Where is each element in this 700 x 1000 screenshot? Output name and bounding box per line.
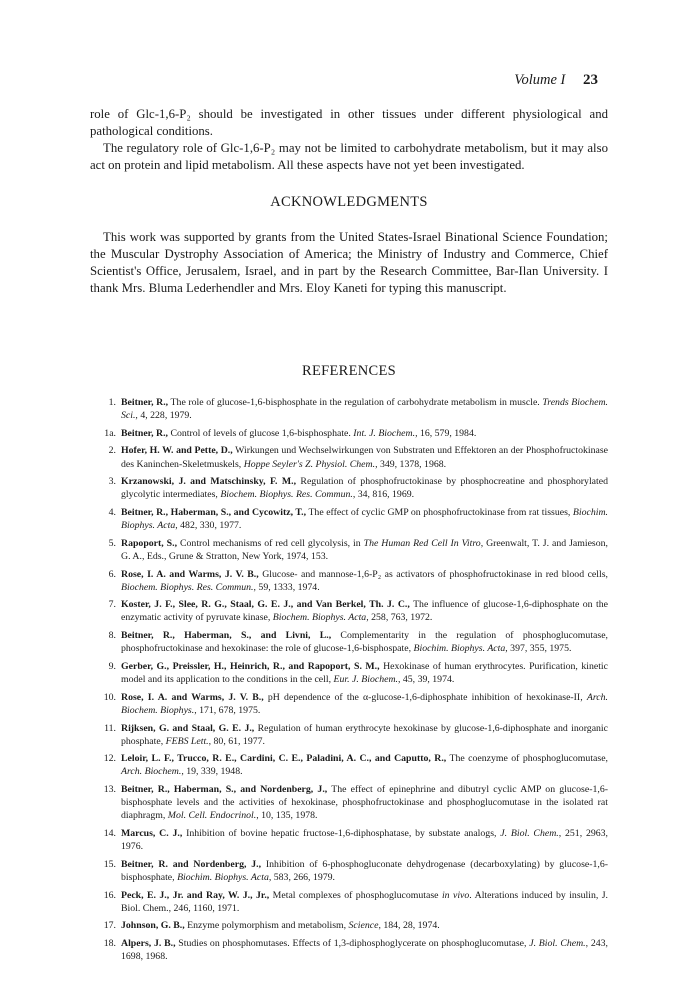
reference-journal: Mol. Cell. Endocrinol.	[167, 810, 257, 822]
references-heading: REFERENCES	[301, 363, 397, 379]
reference-citation: , 583, 266, 1979.	[268, 871, 335, 883]
page-number: 23	[583, 72, 598, 88]
reference-item	[100, 396, 608, 422]
reference-authors: Koster, J. F., Slee, R. G., Staal, G. E. J., and Van Berkel, Th. J. C.,	[121, 599, 410, 611]
acknowledgments-heading: ACKNOWLEDGMENTS	[270, 194, 428, 210]
reference-authors: Beitner, R., Haberman, S., and Cycowitz, T.,	[121, 507, 307, 519]
reference-item	[100, 752, 608, 778]
acknowledgments-text: This work was supported by grants from the United States-Israel Binational Science Foundation; the Muscular Dystrophy Association of America; the Ministry of Industry and Commerce, Chief Scientist's Office, Jerusalem, Israel, and in part by the Research Committee, Bar-Ilan University. I thank Mrs. Bluma Lederhendler and Mrs. Eloy Kaneti for typing this manuscript.	[90, 230, 608, 295]
reference-item	[100, 427, 608, 440]
reference-citation: , 45, 39, 1974.	[397, 674, 455, 686]
reference-number: 2.	[108, 445, 116, 457]
reference-citation: , 10, 135, 1978.	[256, 810, 318, 822]
reference-journal: FEBS Lett.	[165, 735, 209, 747]
reference-item	[100, 598, 608, 624]
reference-item	[100, 827, 608, 853]
reference-number: 10.	[103, 691, 116, 703]
reference-authors: Gerber, G., Preissler, H., Heinrich, R., and Rapoport, S. M.,	[121, 660, 380, 672]
reference-citation: , 251, 2963, 1976.	[121, 827, 608, 853]
reference-title: Studies on phosphomutases. Effects of 1,3-diphosphoglycerate on phosphoglucomutase,	[175, 937, 530, 949]
reference-authors: Leloir, L. F., Trucco, R. E., Cardini, C. E., Paladini, A. C., and Caputto, R.,	[121, 753, 447, 765]
reference-title: The influence of glucose-1,6-diphosphate on the enzymatic activity of pyruvate kinase,	[121, 599, 608, 624]
reference-authors: Rose, I. A. and Warms, J. V. B.,	[121, 691, 264, 703]
reference-title: Glucose- and mannose-1,6-P₂ as activators of phosphofructokinase in red blood cells,	[258, 568, 608, 580]
reference-number: 1a.	[104, 427, 116, 439]
reference-number: 1.	[108, 397, 116, 408]
reference-item	[100, 722, 608, 748]
reference-citation: , 80, 61, 1977.	[208, 735, 265, 747]
reference-journal: Int. J. Biochem.	[353, 427, 416, 439]
reference-authors: Marcus, C. J.,	[121, 827, 183, 839]
reference-journal: Trends Biochem. Sci.	[121, 397, 608, 422]
reference-authors: Beitner, R., Haberman, S., and Nordenberg, J.,	[121, 784, 328, 796]
reference-item	[100, 537, 608, 563]
reference-journal: Arch. Biochem.	[121, 766, 182, 778]
reference-authors: Rapoport, S.,	[121, 537, 178, 549]
reference-number: 16.	[103, 889, 116, 901]
reference-journal: J. Biol. Chem.	[500, 827, 559, 839]
reference-authors: Johnson, G. B.,	[121, 920, 185, 932]
body-paragraph-2: The regulatory role of Glc-1,6-P₂ may not be limited to carbohydrate metabolism, but it may also act on protein and lipid metabolism. All these aspects have not yet been investigated.	[90, 141, 608, 172]
reference-authors: Beitner, R. and Nordenberg, J.,	[121, 858, 262, 870]
reference-item	[100, 858, 608, 884]
reference-authors: Beitner, R.,	[121, 427, 168, 439]
reference-journal: Arch. Biochem. Biophys.	[121, 691, 608, 716]
reference-journal: Science	[348, 920, 379, 932]
reference-title: Complementarity in the regulation of phosphoglucomutase, phosphofructokinase and hexokinase: the role of glucose-1,6-bisphospate,	[121, 630, 608, 655]
running-header	[90, 72, 598, 89]
reference-number: 18.	[103, 937, 116, 949]
reference-number: 7.	[108, 599, 116, 611]
reference-number: 15.	[103, 858, 116, 870]
reference-item	[100, 568, 608, 594]
reference-authors: Rijksen, G. and Staal, G. E. J.,	[121, 722, 255, 734]
body-paragraph-1: role of Glc-1,6-P₂ should be investigated in other tissues under different physiological and pathological conditions.	[90, 107, 608, 138]
reference-number: 5.	[108, 537, 116, 549]
reference-authors: Hofer, H. W. and Pette, D.,	[121, 445, 233, 457]
volume-label: Volume I	[514, 72, 566, 88]
reference-title: pH dependence of the α-glucose-1,6-diphosphate inhibition of hexokinase-II,	[263, 691, 587, 703]
reference-item	[100, 691, 608, 717]
reference-item	[100, 475, 608, 501]
reference-item	[100, 937, 608, 963]
reference-journal: Biochem. Biophys. Res. Commun.	[121, 581, 254, 593]
reference-title: The effect of cyclic GMP on phosphofructokinase from rat tissues,	[306, 507, 573, 519]
reference-title: Inhibition of 6-phosphogluconate dehydrogenase (decarboxylating) by glucose-1,6-bisphosphate,	[121, 858, 608, 883]
reference-citation: , 243, 1698, 1968.	[121, 937, 609, 963]
reference-journal: Biochim. Biophys. Acta	[121, 507, 608, 532]
reference-citation: , 16, 579, 1984.	[415, 427, 477, 439]
reference-number: 12.	[103, 753, 116, 765]
reference-item	[100, 444, 608, 470]
reference-journal: J. Biol. Chem.	[529, 937, 586, 949]
reference-number: 4.	[108, 507, 116, 519]
reference-journal: Biochim. Biophys. Acta	[413, 643, 506, 655]
reference-title: Control mechanisms of red cell glycolysis, in	[177, 537, 364, 549]
reference-title: The role of glucose-1,6-bisphosphate in the regulation of carbohydrate metabolism in muscle.	[168, 397, 543, 408]
reference-number: 11.	[104, 722, 116, 734]
reference-citation: , 34, 816, 1969.	[352, 489, 415, 501]
reference-authors: Alpers, J. B.,	[121, 937, 176, 949]
reference-citation: , 59, 1333, 1974.	[253, 581, 320, 593]
reference-authors: Krzanowski, J. and Matschinsky, F. M.,	[121, 476, 297, 488]
reference-item	[100, 660, 608, 686]
reference-title: Inhibition of bovine hepatic fructose-1,6-diphosphatase, by substate analogs,	[182, 827, 501, 839]
reference-journal: Eur. J. Biochem.	[333, 674, 398, 686]
reference-number: 6.	[108, 568, 116, 580]
reference-title: Regulation of human erythrocyte hexokinase by glucose-1,6-diphosphate and inorganic phosphate,	[121, 722, 609, 747]
reference-number: 13.	[103, 784, 116, 796]
reference-title: Hexokinase of human erythrocytes. Purification, kinetic model and its application to the conditions in the cell,	[121, 660, 608, 686]
reference-authors: Rose, I. A. and Warms, J. V. B.,	[121, 568, 259, 580]
reference-citation: . Alterations induced by insulin, J. Biol. Chem., 246, 1160, 1971.	[121, 889, 608, 914]
reference-citation: , Greenwalt, T. J. and Jamieson, G. A., Eds., Grune & Stratton, New York, 1974, 153.	[121, 537, 608, 562]
reference-journal: Biochim. Biophys. Acta	[177, 871, 269, 883]
reference-title: The coenzyme of phosphoglucomutase,	[446, 753, 609, 765]
reference-title: The effect of epinephrine and dibutryl cyclic AMP on glucose-1,6-bisphosphate levels and the activities of hexokinase, phosphofructokinase and phosphoglucomutase in the isolated rat diaphragm,	[121, 784, 608, 822]
reference-item	[100, 629, 608, 655]
reference-authors: Beitner, R., Haberman, S., and Livni, L.,	[121, 630, 332, 642]
references-list	[90, 396, 608, 963]
reference-item	[100, 506, 608, 532]
reference-authors: Beitner, R.,	[121, 397, 169, 408]
reference-title: Wirkungen und Wechselwirkungen von Substraten und Effektoren an der Phosphofructokinase des Kaninchen-Skeletmuskels,	[121, 445, 609, 470]
reference-number: 17.	[103, 920, 116, 932]
reference-authors: Peck, E. J., Jr. and Ray, W. J., Jr.,	[121, 889, 270, 901]
reference-number: 8.	[108, 630, 116, 642]
reference-title: Metal complexes of phosphoglucomutase	[269, 889, 442, 901]
reference-citation: , 482, 330, 1977.	[175, 520, 242, 532]
reference-journal: in vivo	[441, 889, 470, 901]
reference-item	[100, 889, 608, 915]
reference-number: 14.	[103, 827, 116, 839]
reference-journal: Hoppe Seyler's Z. Physiol. Chem.	[243, 458, 376, 470]
reference-title: Enzyme polymorphism and metabolism,	[184, 920, 349, 932]
reference-citation: , 397, 355, 1975.	[505, 643, 572, 655]
reference-journal: Biochem. Biophys. Acta	[272, 612, 367, 624]
reference-citation: , 19, 339, 1948.	[181, 766, 243, 778]
reference-citation: , 184, 28, 1974.	[378, 920, 440, 932]
reference-item	[100, 919, 608, 932]
reference-citation: , 349, 1378, 1968.	[375, 458, 447, 470]
reference-item	[100, 783, 608, 822]
reference-citation: , 258, 763, 1972.	[366, 612, 433, 624]
page-body	[90, 106, 608, 968]
reference-number: 9.	[108, 660, 116, 672]
reference-citation: , 171, 678, 1975.	[194, 704, 261, 716]
reference-citation: , 4, 228, 1979.	[135, 410, 192, 422]
reference-title: Regulation of phosphofructokinase by phosphocreatine and phosphorylated glycolytic intermediates,	[121, 476, 608, 501]
reference-number: 3.	[108, 476, 116, 488]
reference-journal: Biochem. Biophys. Res. Commun.	[220, 489, 353, 501]
reference-journal: The Human Red Cell In Vitro	[363, 537, 481, 549]
reference-title: Control of levels of glucose 1,6-bisphosphate.	[168, 427, 354, 439]
